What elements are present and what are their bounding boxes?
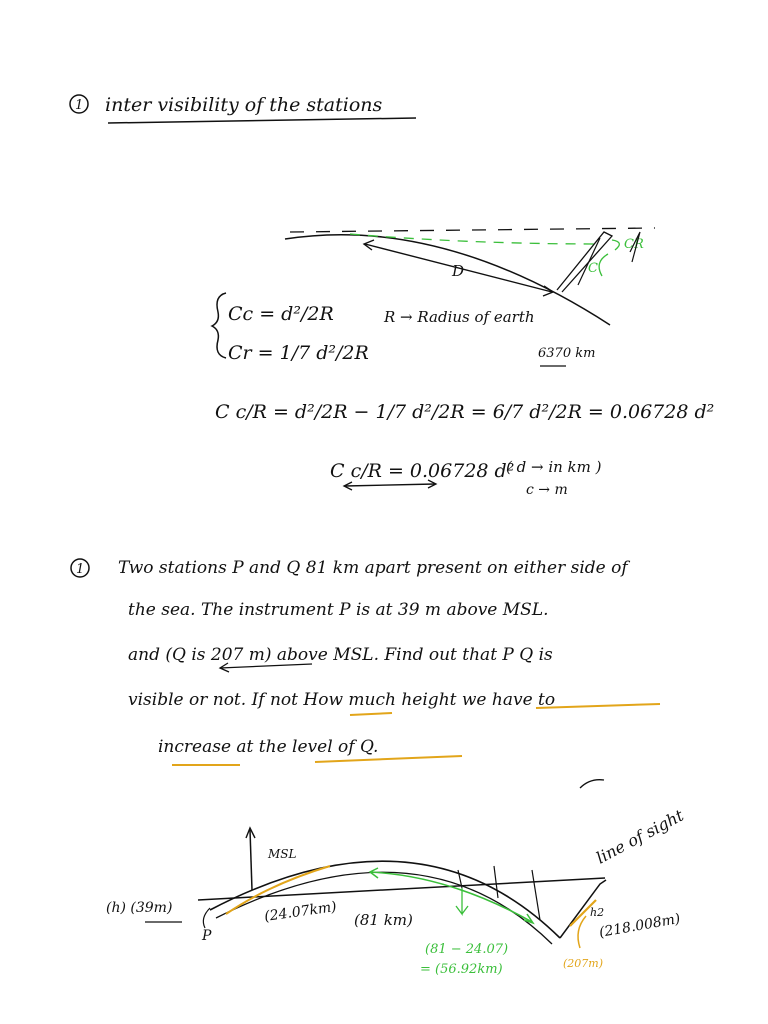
section1-title: inter visibility of the stations xyxy=(105,94,383,116)
problem-line-4: visible or not. If not How much height we have to xyxy=(128,690,556,710)
problem-line-2: the sea. The instrument P is at 39 m above MSL. xyxy=(128,600,549,620)
p-label: P xyxy=(202,928,212,944)
formula-units-2: c → m xyxy=(526,482,568,498)
refracted-line-of-sight xyxy=(350,234,600,244)
h-label: (h) (39m) xyxy=(106,900,173,916)
h2-label: h2 xyxy=(590,906,605,919)
formula-cc: Cc = d²/2R xyxy=(228,303,334,325)
msl-label: MSL xyxy=(268,847,297,861)
highlight-not xyxy=(350,713,392,715)
section2-marker: 1 xyxy=(76,562,85,577)
cr-label: CR xyxy=(624,237,644,252)
distance-d-label: D xyxy=(452,262,465,280)
vertical-arrow xyxy=(250,830,252,890)
problem-line-5: increase at the level of Q. xyxy=(158,737,379,757)
calc-line-2: = (56.92km) xyxy=(420,962,503,977)
check-mark xyxy=(580,780,604,788)
c-brace xyxy=(599,254,608,276)
h2-value: (218.008m) xyxy=(597,910,682,941)
formula-cr: Cr = 1/7 d²/2R xyxy=(228,342,369,364)
section1-marker: 1 xyxy=(75,98,84,113)
formula-r-value: 6370 km xyxy=(538,346,596,361)
problem-line-3: and (Q is 207 m) above MSL. Find out that P Q is xyxy=(128,645,553,665)
formula-derivation: C c/R = d²/2R − 1/7 d²/2R = 6/7 d²/2R = 0.06728 d² xyxy=(215,401,715,423)
tower-lines xyxy=(557,232,612,292)
formula-result: C c/R = 0.06728 d² xyxy=(330,460,515,482)
distance-81-label: (81 km) xyxy=(354,911,413,929)
cr-brace xyxy=(612,240,619,250)
line-of-sight xyxy=(198,878,605,900)
formula-units: ( d → in km ) xyxy=(506,458,602,476)
problem-line-1: Two stations P and Q 81 km apart present on either side of xyxy=(118,558,628,578)
horizontal-line xyxy=(290,228,655,232)
calc-line-1: (81 − 24.07) xyxy=(425,942,509,957)
q-height-pointer xyxy=(578,916,586,948)
result-underline-arrow xyxy=(345,484,435,486)
p-marker xyxy=(203,908,210,928)
line-of-sight-label: line of sight xyxy=(592,805,687,868)
distance-24-label: (24.07km) xyxy=(263,898,338,925)
formula-r-note: R → Radius of earth xyxy=(384,308,535,326)
section1-title-underline xyxy=(108,118,416,123)
formula-brace xyxy=(212,293,226,358)
q-height-value: (207m) xyxy=(563,957,604,970)
c-label: C xyxy=(588,261,598,276)
